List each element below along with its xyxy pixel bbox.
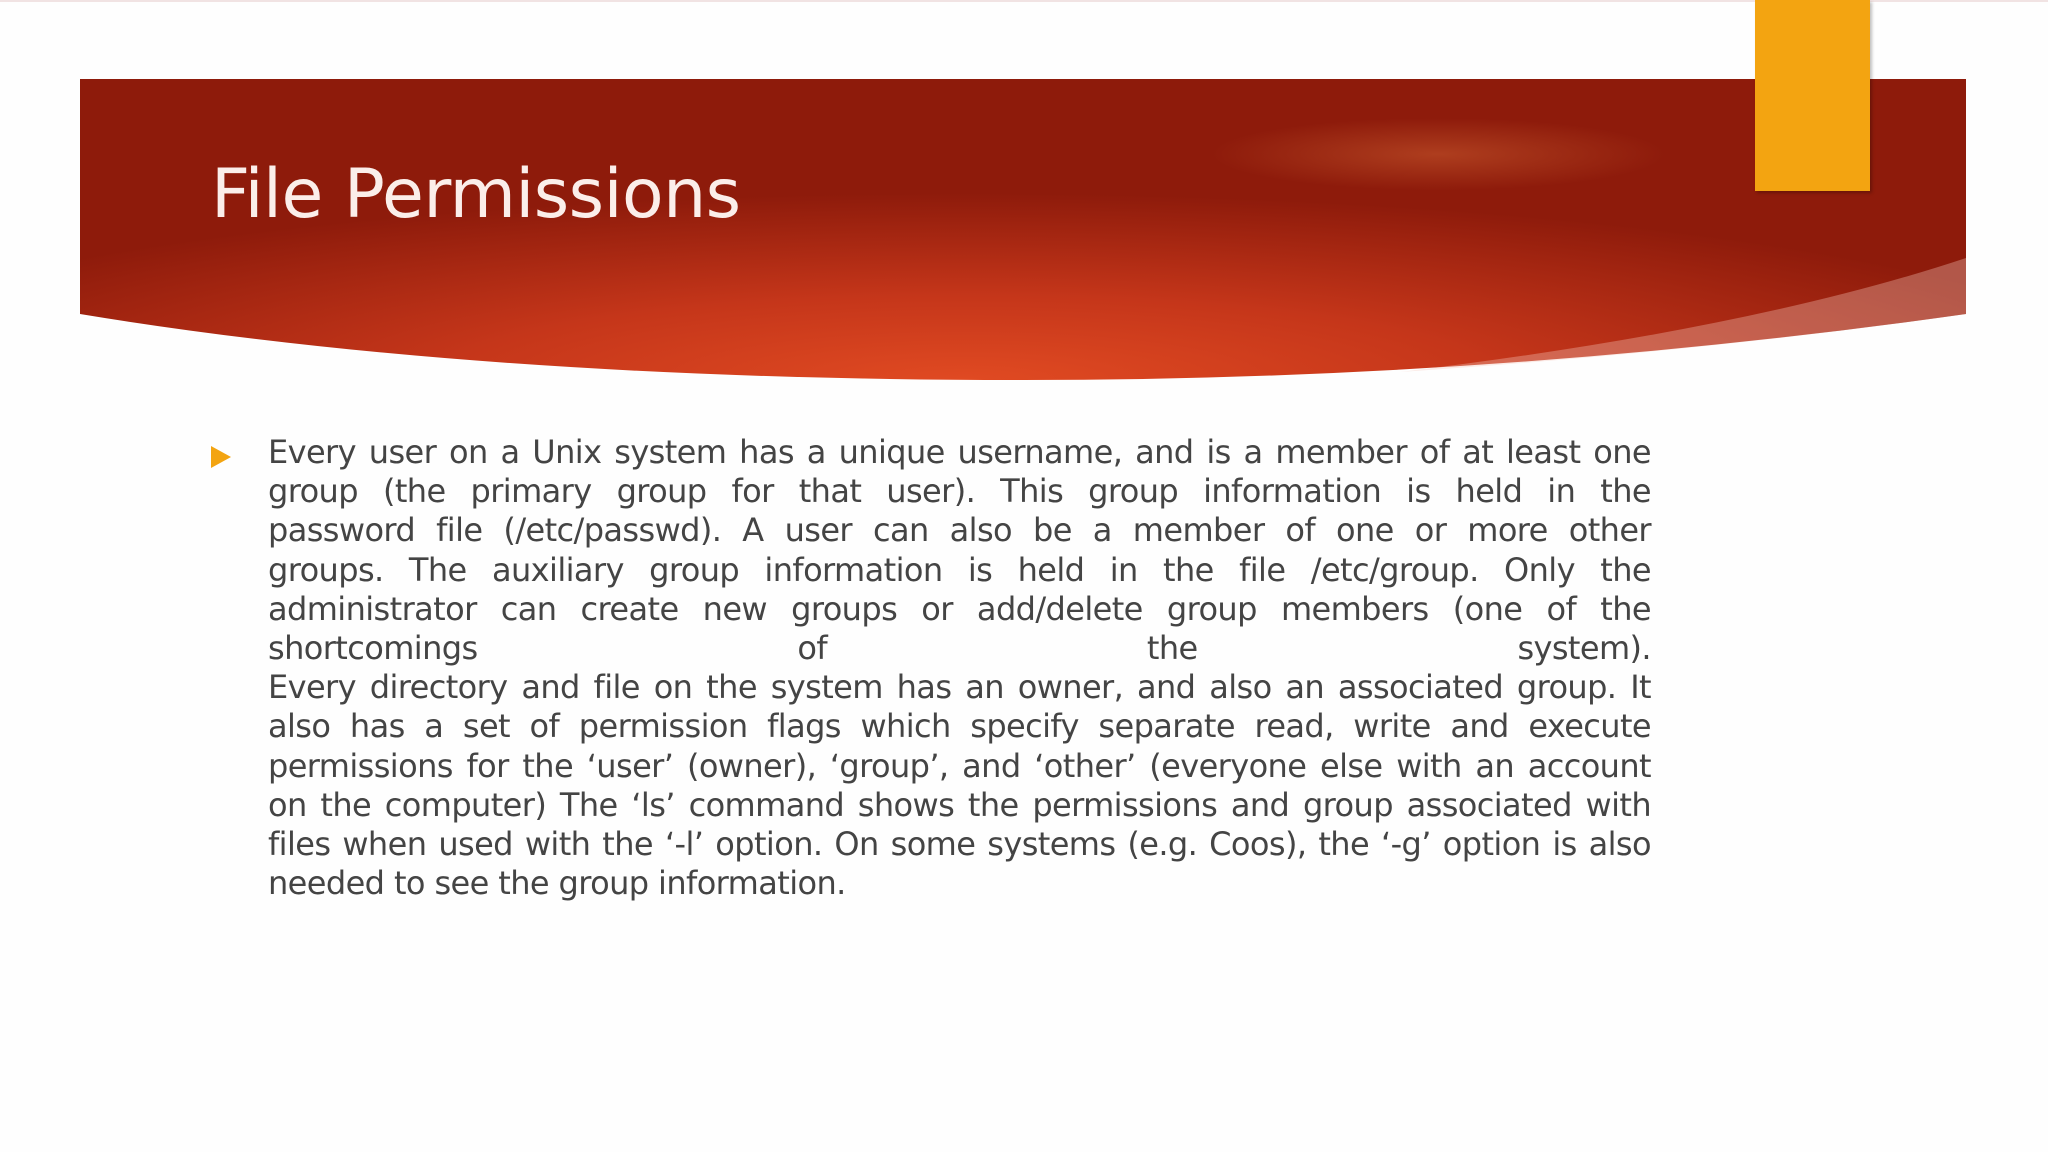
text-line: needed to see the group information. bbox=[268, 864, 846, 903]
text-line: group (the primary group for that user). This group information is held in the bbox=[268, 472, 1651, 511]
text-line: shortcomings of the system). bbox=[268, 629, 1651, 668]
text-line: on the computer) The ‘ls’ command shows the permissions and group associated with bbox=[268, 785, 1651, 824]
text-line: groups. The auxiliary group information is held in the file /etc/group. Only the bbox=[268, 550, 1651, 589]
text-line: also has a set of permission flags which specify separate read, write and execute bbox=[268, 707, 1651, 746]
text-line: files when used with the ‘-l’ option. On some systems (e.g. Coos), the ‘-g’ option is also bbox=[268, 825, 1651, 864]
slide-title: File Permissions bbox=[211, 155, 741, 234]
text-line: administrator can create new groups or add/delete group members (one of the bbox=[268, 589, 1651, 628]
text-line: permissions for the ‘user’ (owner), ‘group’, and ‘other’ (everyone else with an account bbox=[268, 746, 1651, 785]
bullet-text bbox=[268, 433, 1651, 903]
text-line: password file (/etc/passwd). A user can also be a member of one or more other bbox=[268, 511, 1651, 550]
text-line: Every directory and file on the system has an owner, and also an associated group. It bbox=[268, 668, 1651, 707]
text-line: Every user on a Unix system has a unique username, and is a member of at least one bbox=[268, 433, 1651, 471]
accent-tab bbox=[1755, 0, 1870, 191]
triangle-right-icon bbox=[211, 446, 231, 468]
